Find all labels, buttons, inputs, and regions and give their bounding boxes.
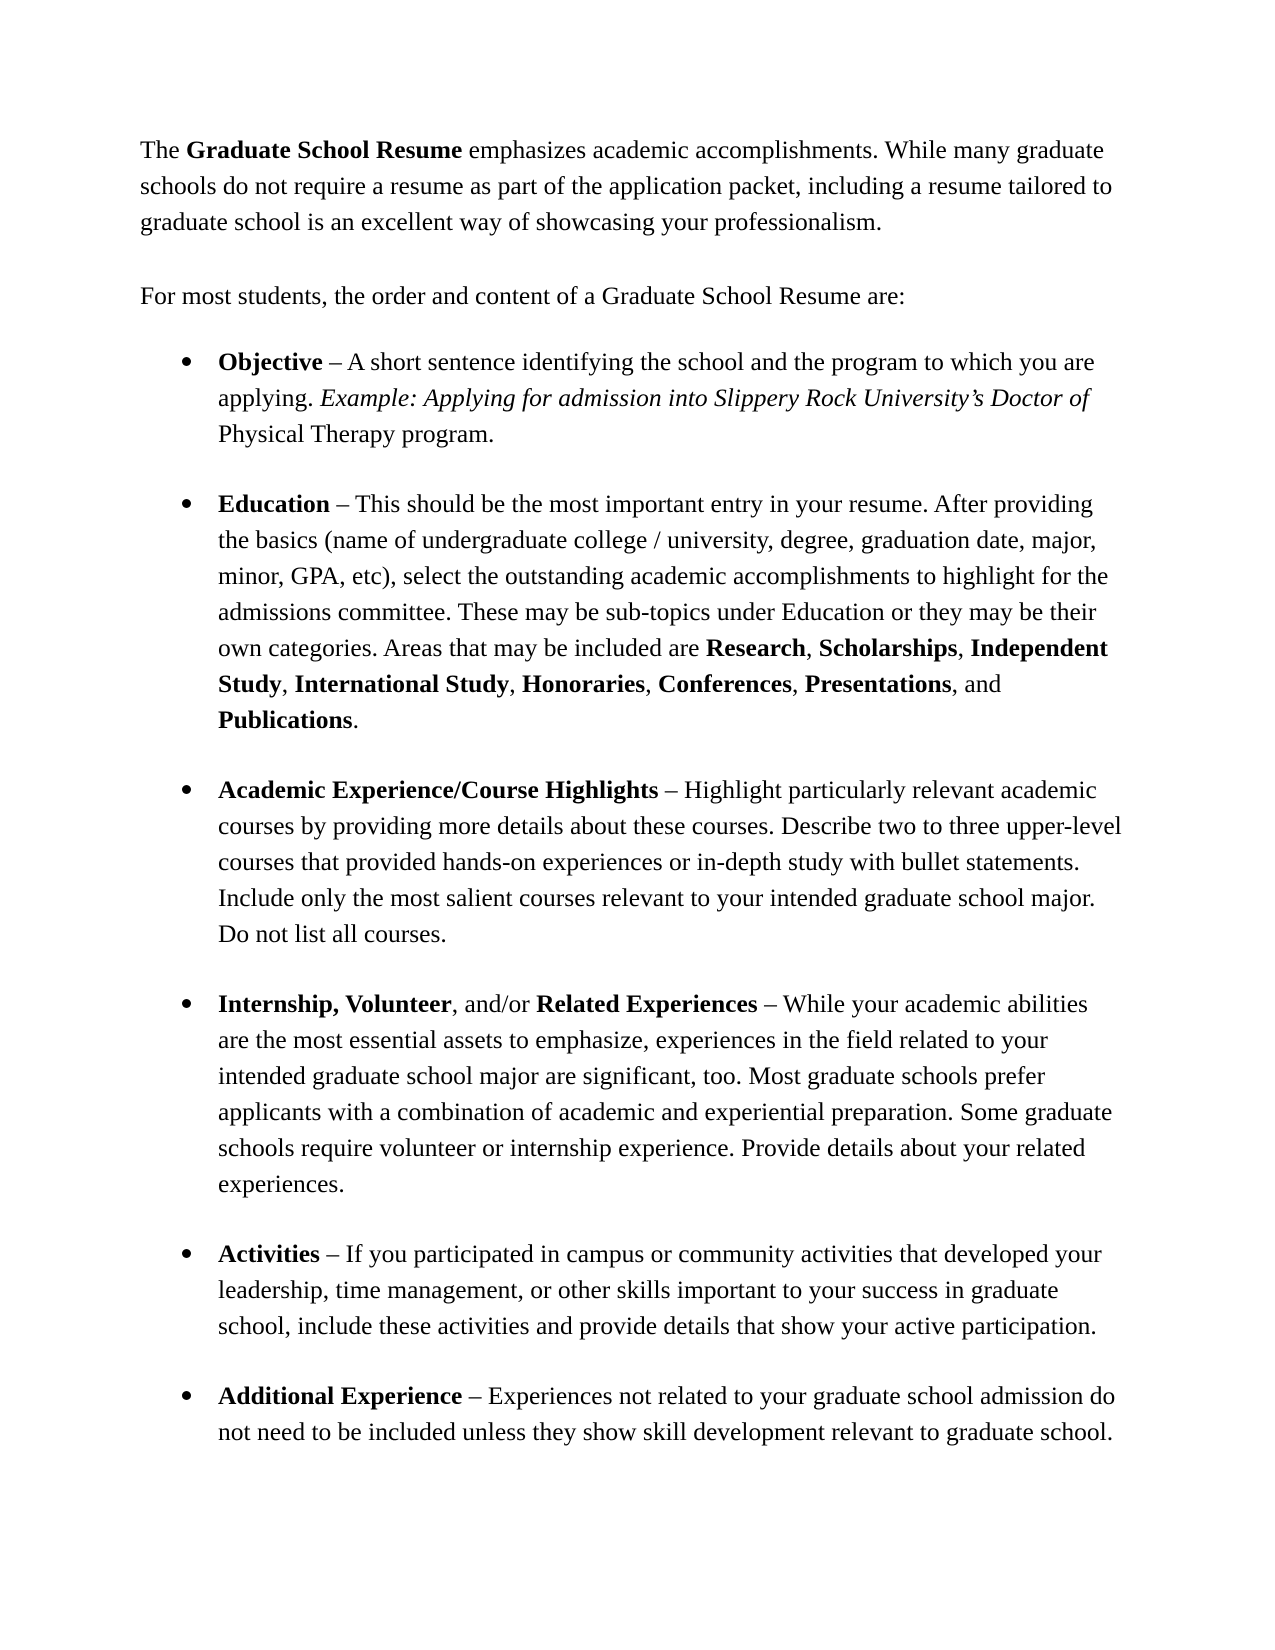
internship-mid-text: , and/or	[451, 989, 537, 1018]
bullet-dot-icon	[182, 1391, 191, 1400]
additional-experience-text: – Experiences not related to your graduate school admission do not need to be included unless they show skill development relevant to graduate school.	[218, 1381, 1116, 1446]
education-area-presentations: Presentations	[804, 669, 952, 698]
objective-example: Example: Applying for admission into Slippery Rock University’s Doctor of	[320, 383, 1089, 412]
activities-text: – If you participated in campus or community activities that developed your leadership, time management, or other skills important to your success in graduate school, include these activities and provide details that show your active participation.	[218, 1239, 1102, 1340]
list-item-activities	[140, 1236, 1123, 1344]
objective-term: Objective	[218, 347, 323, 376]
bullet-dot-icon	[182, 999, 191, 1008]
related-experiences-term: Related Experiences	[536, 989, 758, 1018]
education-area-scholarships: Scholarships	[818, 633, 958, 662]
bullet-dot-icon	[182, 499, 191, 508]
sep: ,	[805, 633, 819, 662]
conjunction: , and	[951, 669, 1002, 698]
order-paragraph: For most students, the order and content of a Graduate School Resume are:	[140, 281, 906, 310]
sep: ,	[509, 669, 522, 698]
list-item-additional-experience	[140, 1378, 1123, 1450]
internship-text: – While your academic abilities are the most essential assets to emphasize, experiences in the field related to your intended graduate school major are significant, too. Most graduate schools prefer applicants with a combination of academic and experiential preparation. Some graduate schools require volunteer or internship experience. Provide details about your related experiences.	[218, 989, 1113, 1198]
bullet-dot-icon	[182, 1249, 191, 1258]
education-area-honoraries: Honoraries	[521, 669, 646, 698]
bullet-dot-icon	[182, 785, 191, 794]
list-item-internship-volunteer	[140, 986, 1123, 1202]
list-item-education	[140, 486, 1123, 738]
sep: ,	[957, 633, 971, 662]
graduate-school-resume-term: Graduate School Resume	[186, 135, 463, 164]
sep: ,	[645, 669, 658, 698]
sep: ,	[792, 669, 805, 698]
academic-experience-text: – Highlight particularly relevant academic courses by providing more details about these courses. Describe two to three upper-level courses that provided hands-on experiences or in-depth study with bullet statements. Include only the most salient courses relevant to your intended graduate school major. Do not list all courses.	[218, 775, 1122, 948]
sep: ,	[281, 669, 295, 698]
additional-experience-term: Additional Experience	[218, 1381, 463, 1410]
objective-text-after: Physical Therapy program.	[218, 419, 495, 448]
education-area-independent-study: Independent Study	[218, 633, 1108, 698]
objective-text-before: – A short sentence identifying the school and the program to which you are applying.	[218, 347, 1095, 412]
internship-volunteer-term: Internship, Volunteer	[218, 989, 452, 1018]
education-term: Education	[218, 489, 330, 518]
academic-experience-term: Academic Experience/Course Highlights	[218, 775, 659, 804]
intro-rest: emphasizes academic accomplishments. While many graduate schools do not require a resume as part of the application packet, including a resume tailored to graduate school is an excellent way of showcasing your professionalism.	[140, 135, 1113, 236]
education-text: – This should be the most important entry in your resume. After providing the basics (name of undergraduate college / university, degree, graduation date, major, minor, GPA, etc), select the outstanding academic accomplishments to highlight for the admissions committee. These may be sub-topics under Education or they may be their own categories. Areas that may be included are	[218, 489, 1109, 662]
list-item-academic-experience	[140, 772, 1123, 952]
activities-term: Activities	[218, 1239, 320, 1268]
education-area-publications: Publications	[218, 705, 353, 734]
resume-sections-list	[140, 344, 1123, 1450]
intro-lead: The	[140, 135, 187, 164]
bullet-dot-icon	[182, 357, 191, 366]
list-item-objective	[140, 344, 1123, 452]
intro-paragraph	[140, 132, 1123, 240]
education-trailing: .	[352, 705, 359, 734]
education-area-conferences: Conferences	[657, 669, 793, 698]
education-area-research: Research	[705, 633, 806, 662]
education-area-international-study: International Study	[294, 669, 510, 698]
